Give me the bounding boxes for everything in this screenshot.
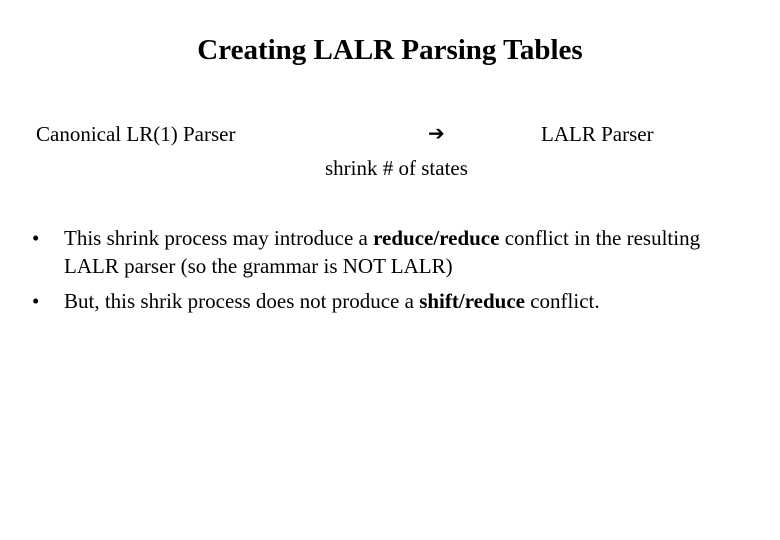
lalr-parser-label: LALR Parser [541, 122, 654, 146]
bullet-list [32, 224, 732, 322]
bullet-text [64, 289, 600, 313]
bullet-text-part: conflict. [524, 289, 600, 313]
bullet-marker: • [32, 226, 40, 250]
bullet-text-part: But, this shrik process does not produce a [64, 289, 420, 313]
bullet-text-part: conflict in the resulting LALR parser (so the grammar is NOT LALR) [64, 226, 701, 278]
bullet-text-part: This shrink process may introduce a [64, 226, 374, 250]
bullet-item-shift-reduce [32, 287, 732, 315]
bullet-marker: • [32, 289, 40, 313]
canonical-lr1-label: Canonical LR(1) Parser [36, 122, 236, 146]
right-arrow-icon: ➔ [428, 121, 445, 145]
bullet-item-reduce-reduce [32, 224, 732, 280]
slide-title: Creating LALR Parsing Tables [197, 34, 583, 66]
bullet-text [64, 226, 700, 278]
shrink-states-label: shrink # of states [325, 156, 468, 180]
bullet-bold-term: reduce/reduce [373, 226, 500, 250]
bullet-bold-term: shift/reduce [419, 289, 525, 313]
